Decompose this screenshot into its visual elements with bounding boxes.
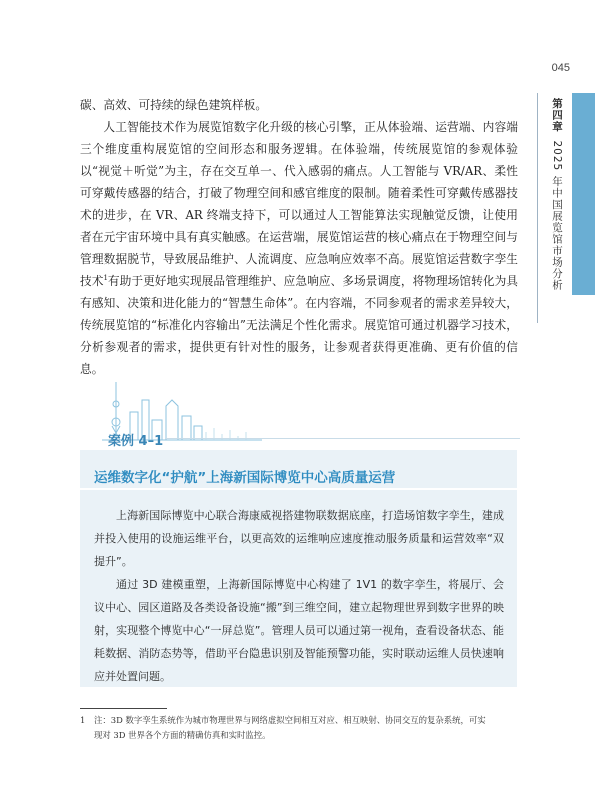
footnote-text: 注：3D 数字孪生系统作为城市物理世界与网络虚拟空间相互对应、相互映射、协同交互的复杂系统，可实 [94, 715, 486, 725]
running-header [543, 98, 565, 291]
case-title: 运维数字化“护航”上海新国际博览中心高质量运营 [94, 470, 396, 486]
paragraph-text: 人工智能技术作为展览馆数字化升级的核心引擎，正从体验端、运营端、内容端三个维度重构展览馆的空间形态和服务逻辑。在体验端，传统展览馆的参观体验以“视觉＋听觉”为主，存在交互单一、代入感弱的痛点。人工智能与 VR/AR、柔性可穿戴传感器的结合，打破了物理空间和感官维度的限制。随着柔性可穿戴传感器技术的进步，在 VR、AR 终端支持下，可以通过人工智能算法实现触觉反馈，让使用者在元宇宙环境中具有真实触感。在运营端，展览馆运营的核心痛点在于物理空间与管理数据脱节，导致展品维护、人流调度、应急响应效率不高。展览馆运营数字孪生技术 [80, 120, 518, 288]
side-divider [537, 93, 538, 323]
page-number: 045 [551, 62, 570, 74]
footnote-reference[interactable]: 1 [103, 274, 108, 283]
case-label-rule [165, 438, 520, 439]
paragraph: 碳、高效、可持续的绿色建筑样板。 [80, 98, 268, 112]
case-title-divider [80, 488, 517, 490]
footnote-text-continued: 现对 3D 世界各个方面的精确仿真和实时监控。 [94, 730, 271, 740]
case-paragraph: 通过 3D 建模重塑，上海新国际博览中心构建了 1V1 的数字孪生，将展厅、会议中心、园区道路及各类设备设施“搬”到三维空间，建立起物理世界到数字世界的映射，实现整个博览中心“一屏总览”。管理人员可以通过第一视角，查看设备状态、能耗数据、消防态势等，借助平台隐患识别及智能预警功能，实时联动运维人员快速响应并处置问题。 [94, 578, 504, 683]
case-paragraph: 上海新国际博览中心联合海康威视搭建物联数据底座，打造场馆数字孪生，建成并投入使用的设施运维平台，以更高效的运维响应速度推动服务质量和运营效率“双提升”。 [94, 509, 504, 568]
chapter-title: 2025 年中国展览馆市场分析 [551, 140, 563, 291]
footnote-number: 1 [80, 715, 86, 725]
chapter-number: 第四章 [551, 98, 563, 133]
footnote [80, 713, 520, 743]
body-text [80, 94, 518, 380]
case-body [94, 504, 504, 688]
paragraph-text-continued: 有助于更好地实现展品管理维护、应急响应、多场景调度，将物理场馆转化为具有感知、决策和进化能力的“智慧生命体”。在内容端，不同参观者的需求差异较大，传统展览馆的“标准化内容输出”无法满足个性化需求。展览馆可通过机器学习技术，分析参观者的需求，提供更有针对性的服务，让参观者获得更准确、更有价值的信息。 [80, 274, 518, 376]
case-label: 案例 4–1 [108, 434, 164, 449]
chapter-color-tab [572, 93, 595, 295]
footnote-rule [80, 708, 167, 709]
paragraph [80, 116, 518, 380]
